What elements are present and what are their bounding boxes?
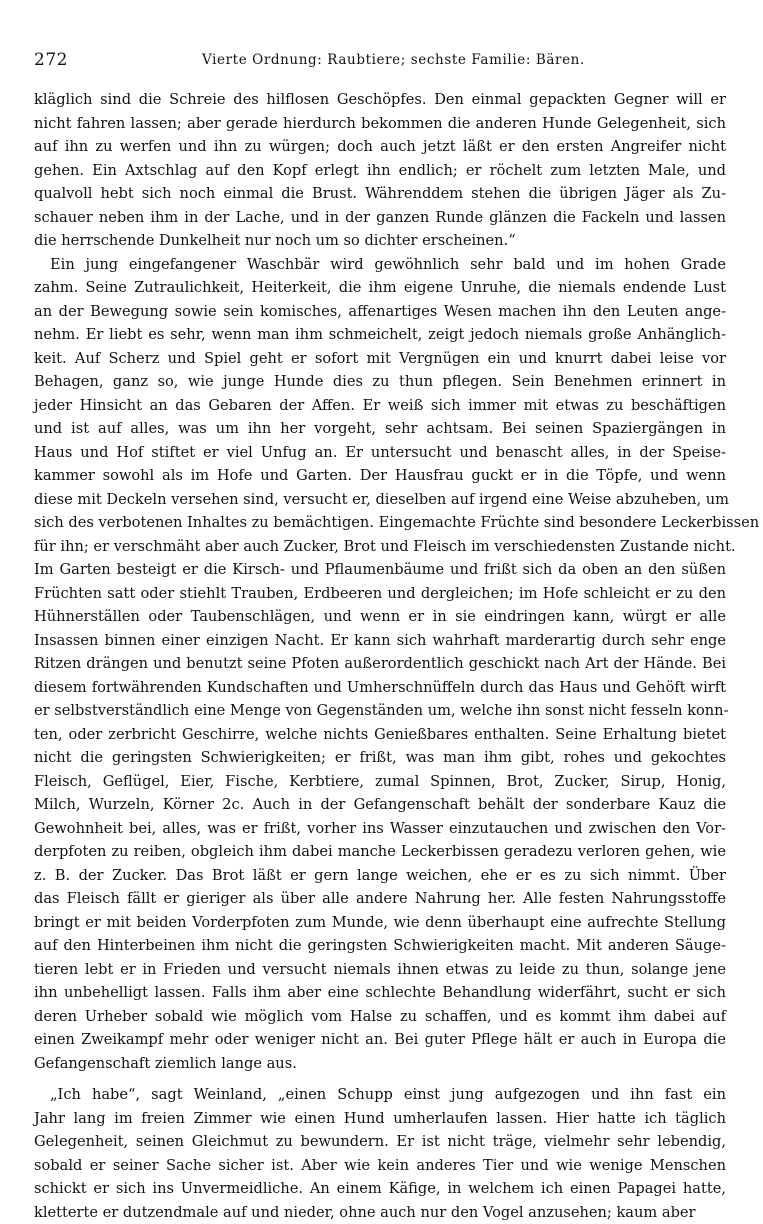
running-head: Vierte Ordnung: Raubtiere; sechste Familie: Bären. (202, 52, 585, 68)
page-header (34, 50, 726, 74)
text-line: Hühnerställen oder Taubenschlägen, und wenn er in sie eindringen kann, würgt er alle (34, 605, 726, 629)
text-line: Gefangenschaft ziemlich lange aus. (34, 1052, 726, 1076)
text-line: für ihn; er verschmäht aber auch Zucker, Brot und Fleisch im verschiedensten Zustande nicht. (34, 535, 726, 559)
text-line: z. B. der Zucker. Das Brot läßt er gern lange weichen, ehe er es zu sich nimmt. Über (34, 864, 726, 888)
text-line: ihn unbehelligt lassen. Falls ihm aber eine schlechte Behandlung widerfährt, sucht er sich (34, 981, 726, 1005)
text-line: tieren lebt er in Frieden und versucht niemals ihnen etwas zu leide zu thun, solange jene (34, 958, 726, 982)
text-line: die herrschende Dunkelheit nur noch um so dichter erscheinen.“ (34, 229, 726, 253)
text-line: das Fleisch fällt er gieriger als über alle andere Nahrung her. Alle festen Nahrungsstoffe (34, 887, 726, 911)
text-line: diesem fortwährenden Kundschaften und Umherschnüffeln durch das Haus und Gehöft wirft (34, 676, 726, 700)
text-line: qualvoll hebt sich noch einmal die Brust. Währenddem stehen die übrigen Jäger als Zu- (34, 182, 726, 206)
text-line: Gelegenheit, seinen Gleichmut zu bewundern. Er ist nicht träge, vielmehr sehr lebendig, (34, 1130, 726, 1154)
text-line: zahm. Seine Zutraulichkeit, Heiterkeit, die ihm eigene Unruhe, die niemals endende Lust (34, 276, 726, 300)
text-line: Behagen, ganz so, wie junge Hunde dies zu thun pflegen. Sein Benehmen erinnert in (34, 370, 726, 394)
text-line: deren Urheber sobald wie möglich vom Halse zu schaffen, und es kommt ihm dabei auf (34, 1005, 726, 1029)
text-line: ten, oder zerbricht Geschirre, welche nichts Genießbares enthalten. Seine Erhaltung bietet (34, 723, 726, 747)
text-line: nehm. Er liebt es sehr, wenn man ihm schmeichelt, zeigt jedoch niemals große Anhänglich- (34, 323, 726, 347)
paragraph (34, 1083, 726, 1224)
paragraph (34, 253, 726, 1076)
text-line: auf den Hinterbeinen ihm nicht die geringsten Schwierigkeiten macht. Mit anderen Säuge- (34, 934, 726, 958)
text-line: bringt er mit beiden Vorderpfoten zum Munde, wie denn überhaupt eine aufrechte Stellung (34, 911, 726, 935)
text-line: Haus und Hof stiftet er viel Unfug an. Er untersucht und benascht alles, in der Speise- (34, 441, 726, 465)
text-line: keit. Auf Scherz und Spiel geht er sofort mit Vergnügen ein und knurrt dabei leise vor (34, 347, 726, 371)
text-line: nicht die geringsten Schwierigkeiten; er frißt, was man ihm gibt, rohes und gekochtes (34, 746, 726, 770)
text-line: jeder Hinsicht an das Gebaren der Affen. Er weiß sich immer mit etwas zu beschäftigen (34, 394, 726, 418)
text-line: schickt er sich ins Unvermeidliche. An einem Käfige, in welchem ich einen Papagei hatte, (34, 1177, 726, 1201)
text-line: kläglich sind die Schreie des hilflosen Geschöpfes. Den einmal gepackten Gegner will er (34, 88, 726, 112)
text-line: Milch, Wurzeln, Körner 2c. Auch in der Gefangenschaft behält der sonderbare Kauz die (34, 793, 726, 817)
text-line: Fleisch, Geflügel, Eier, Fische, Kerbtiere, zumal Spinnen, Brot, Zucker, Sirup, Honig, (34, 770, 726, 794)
text-line: nicht fahren lassen; aber gerade hierdurch bekommen die anderen Hunde Gelegenheit, sich (34, 112, 726, 136)
text-line: Früchten satt oder stiehlt Trauben, Erdbeeren und dergleichen; im Hofe schleicht er zu den (34, 582, 726, 606)
page-number: 272 (34, 50, 68, 70)
text-line: „Ich habe“, sagt Weinland, „einen Schupp einst jung aufgezogen und ihn fast ein (34, 1083, 726, 1107)
text-line: Gewohnheit bei, alles, was er frißt, vorher ins Wasser einzutauchen und zwischen den Vor- (34, 817, 726, 841)
text-line: Jahr lang im freien Zimmer wie einen Hund umherlaufen lassen. Hier hatte ich täglich (34, 1107, 726, 1131)
text-line: einen Zweikampf mehr oder weniger nicht an. Bei guter Pflege hält er auch in Europa die (34, 1028, 726, 1052)
paragraph (34, 88, 726, 253)
text-line: diese mit Deckeln versehen sind, versucht er, dieselben auf irgend eine Weise abzuheben, um (34, 488, 726, 512)
text-line: Ein jung eingefangener Waschbär wird gewöhnlich sehr bald und im hohen Grade (34, 253, 726, 277)
body-text (34, 88, 726, 1224)
text-line: kletterte er dutzendmale auf und nieder, ohne auch nur den Vogel anzusehen; kaum aber (34, 1201, 726, 1224)
text-line: Im Garten besteigt er die Kirsch- und Pflaumenbäume und frißt sich da oben an den süßen (34, 558, 726, 582)
text-line: kammer sowohl als im Hofe und Garten. Der Hausfrau guckt er in die Töpfe, und wenn (34, 464, 726, 488)
text-line: an der Bewegung sowie sein komisches, affenartiges Wesen machen ihn den Leuten ange- (34, 300, 726, 324)
text-line: und ist auf alles, was um ihn her vorgeht, sehr achtsam. Bei seinen Spaziergängen in (34, 417, 726, 441)
text-line: gehen. Ein Axtschlag auf den Kopf erlegt ihn endlich; er röchelt zum letzten Male, und (34, 159, 726, 183)
text-line: Insassen binnen einer einzigen Nacht. Er kann sich wahrhaft marderartig durch sehr enge (34, 629, 726, 653)
text-line: sobald er seiner Sache sicher ist. Aber wie kein anderes Tier und wie wenige Menschen (34, 1154, 726, 1178)
paragraph-gap (34, 1075, 726, 1083)
text-line: Ritzen drängen und benutzt seine Pfoten außerordentlich geschickt nach Art der Hände. Bei (34, 652, 726, 676)
text-line: schauer neben ihm in der Lache, und in der ganzen Runde glänzen die Fackeln und lassen (34, 206, 726, 230)
text-line: auf ihn zu werfen und ihn zu würgen; doch auch jetzt läßt er den ersten Angreifer nicht (34, 135, 726, 159)
text-line: derpfoten zu reiben, obgleich ihm dabei manche Leckerbissen geradezu verloren gehen, wie (34, 840, 726, 864)
text-line: sich des verbotenen Inhaltes zu bemächtigen. Eingemachte Früchte sind besondere Leckerbissen (34, 511, 726, 535)
text-line: er selbstverständlich eine Menge von Gegenständen um, welche ihn sonst nicht fesseln konn- (34, 699, 726, 723)
